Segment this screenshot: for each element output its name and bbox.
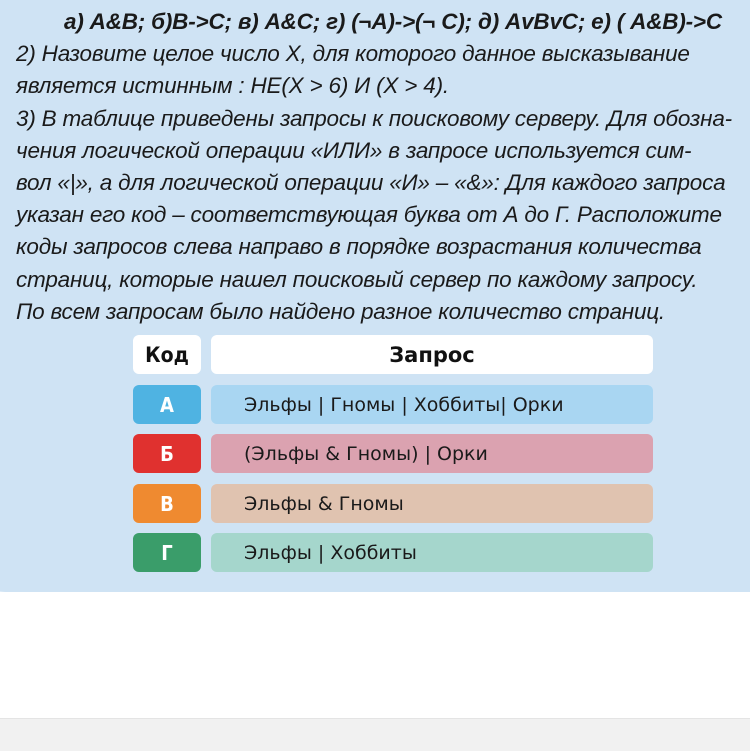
question-2-line-1: 2) Назовите целое число Х, для которого данное высказывание [16,41,690,67]
row-query-cell: (Эльфы & Гномы) | Орки [211,434,653,473]
logic-options-line: а) A&B; б)B->C; в) A&C; г) (¬A)->(¬ C); д) AvBvC; е) ( A&B)->C [64,9,722,34]
row-code-cell: Г [133,533,201,572]
task-text [16,6,750,328]
header-code-cell: Код [133,335,201,374]
question-3-line-3: вол «|», а для логической операции «И» – «&»: Для каждого запроса [16,169,726,195]
question-2-line-2: является истинным : НЕ(X > 6) И (X > 4). [16,73,449,99]
table-row [133,533,653,572]
question-3-line-7: По всем запросам было найдено разное количество страниц. [16,298,665,324]
question-3-line-1: 3) В таблице приведены запросы к поисковому серверу. Для обозна- [16,105,732,131]
table-row [133,484,653,523]
row-code-cell: А [133,385,201,424]
question-3-line-6: страниц, которые нашел поисковый сервер по каждому запросу. [16,266,698,292]
row-query-cell: Эльфы & Гномы [211,484,653,523]
question-3-line-5: коды запросов слева направо в порядке возрастания количества [16,234,702,260]
row-query-cell: Эльфы | Гномы | Хоббиты| Орки [211,385,653,424]
question-3-line-2: чения логической операции «ИЛИ» в запросе используется сим- [16,137,692,163]
table-row [133,434,653,473]
row-code-cell: В [133,484,201,523]
row-code-cell: Б [133,434,201,473]
question-3-line-4: указан его код – соответствующая буква от А до Г. Расположите [16,202,722,228]
row-query-cell: Эльфы | Хоббиты [211,533,653,572]
table-row [133,385,653,424]
header-query-cell: Запрос [211,335,653,374]
table-header-row [133,335,653,374]
bottom-bar [0,718,750,751]
